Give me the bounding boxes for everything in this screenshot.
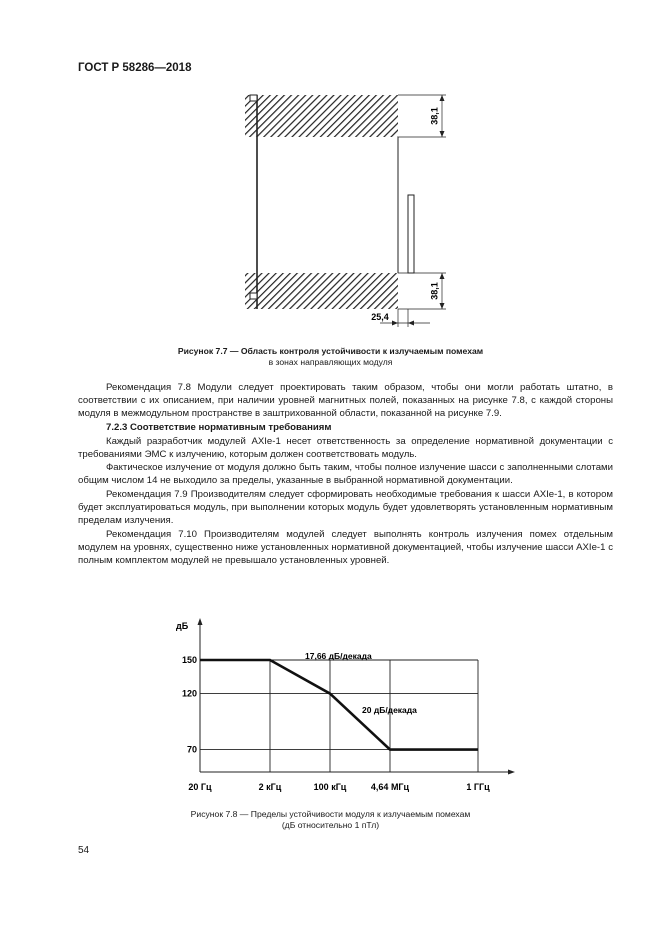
hatched-zone-bottom xyxy=(245,273,398,309)
y-tick-label: 70 xyxy=(186,744,197,755)
figure-7-7-caption: Рисунок 7.7 — Область контроля устойчивости к излучаемым помехам xyxy=(177,346,484,356)
body-text xyxy=(78,382,613,569)
y-axis-arrow xyxy=(198,618,203,625)
x-tick-label: 100 кГц xyxy=(313,782,347,792)
paragraph-recommendation-7-9: Рекомендация 7.9 Производителям следует сформировать необходимые требования к шасси AXIe-1, в котором будет эксплуатироваться модуль, при выполнении которых модуль будет удовлетворять установленным нормативным пределам излучения. xyxy=(78,489,613,527)
figure-7-7-diagram xyxy=(230,85,460,335)
dimension-label-bottom: 38,1 xyxy=(429,282,440,300)
x-tick-label: 2 кГц xyxy=(258,782,282,792)
x-tick-label: 1 ГГц xyxy=(466,782,490,792)
x-tick-label: 20 Гц xyxy=(188,782,212,792)
annotation-slope-2: 20 дБ/декада xyxy=(362,705,417,715)
page-number: 54 xyxy=(78,845,90,856)
grid-lines xyxy=(200,660,478,772)
paragraph-recommendation-7-10: Рекомендация 7.10 Производителям модулей следует выполнять контроль излучения помех отдельным модулем на уровнях, существенно ниже установленных нормативной документацией, чтобы излучение шасси AXIe-1 с полным комплектом модулей не превышало установленных уровней. xyxy=(78,528,613,566)
paragraph-developer-responsibility: Каждый разработчик модулей AXIe-1 несет ответственность за определение нормативной документации с требованиями ЭМС к излучению, которым должен соответствовать модуль. xyxy=(78,435,613,460)
dimension-label-width: 25,4 xyxy=(371,312,389,322)
hatched-zone-top xyxy=(245,95,398,137)
y-axis-label: дБ xyxy=(176,621,189,631)
figure-7-8-chart xyxy=(170,612,520,802)
y-tick-label: 150 xyxy=(181,655,197,665)
figure-7-7-subcaption: в зонах направляющих модуля xyxy=(268,357,393,367)
figure-7-8-subcaption: (дБ относительно 1 пТл) xyxy=(281,820,380,830)
figure-7-8-caption: Рисунок 7.8 — Пределы устойчивости модуля к излучаемым помехам xyxy=(190,809,471,819)
dimension-label-top: 38,1 xyxy=(429,107,440,125)
y-tick-label: 120 xyxy=(181,688,197,699)
annotation-slope-1: 17,66 дБ/декада xyxy=(305,651,372,661)
section-heading-7-2-3: 7.2.3 Соответствие нормативным требованиям xyxy=(106,421,332,433)
x-axis-arrow xyxy=(508,770,515,775)
limit-line xyxy=(200,660,478,750)
paragraph-actual-emission: Фактическое излучение от модуля должно быть таким, чтобы полное излучение шасси с заполненными слотами общим числом 14 не выходило за пределы, указанные в выбранной нормативной документации. xyxy=(78,462,613,487)
paragraph-recommendation-7-8: Рекомендация 7.8 Модули следует проектировать таким образом, чтобы они могли работать штатно, в соответствии с их описанием, при наличии уровней магнитных полей, показанных на рисунке 7.8, с каждой стороны модуля в межмодульном пространстве в заштрихованной области, показанной на рисунке 7.9. xyxy=(78,382,613,419)
x-tick-label: 4,64 МГц xyxy=(370,782,410,792)
document-header: ГОСТ Р 58286—2018 xyxy=(78,62,192,74)
